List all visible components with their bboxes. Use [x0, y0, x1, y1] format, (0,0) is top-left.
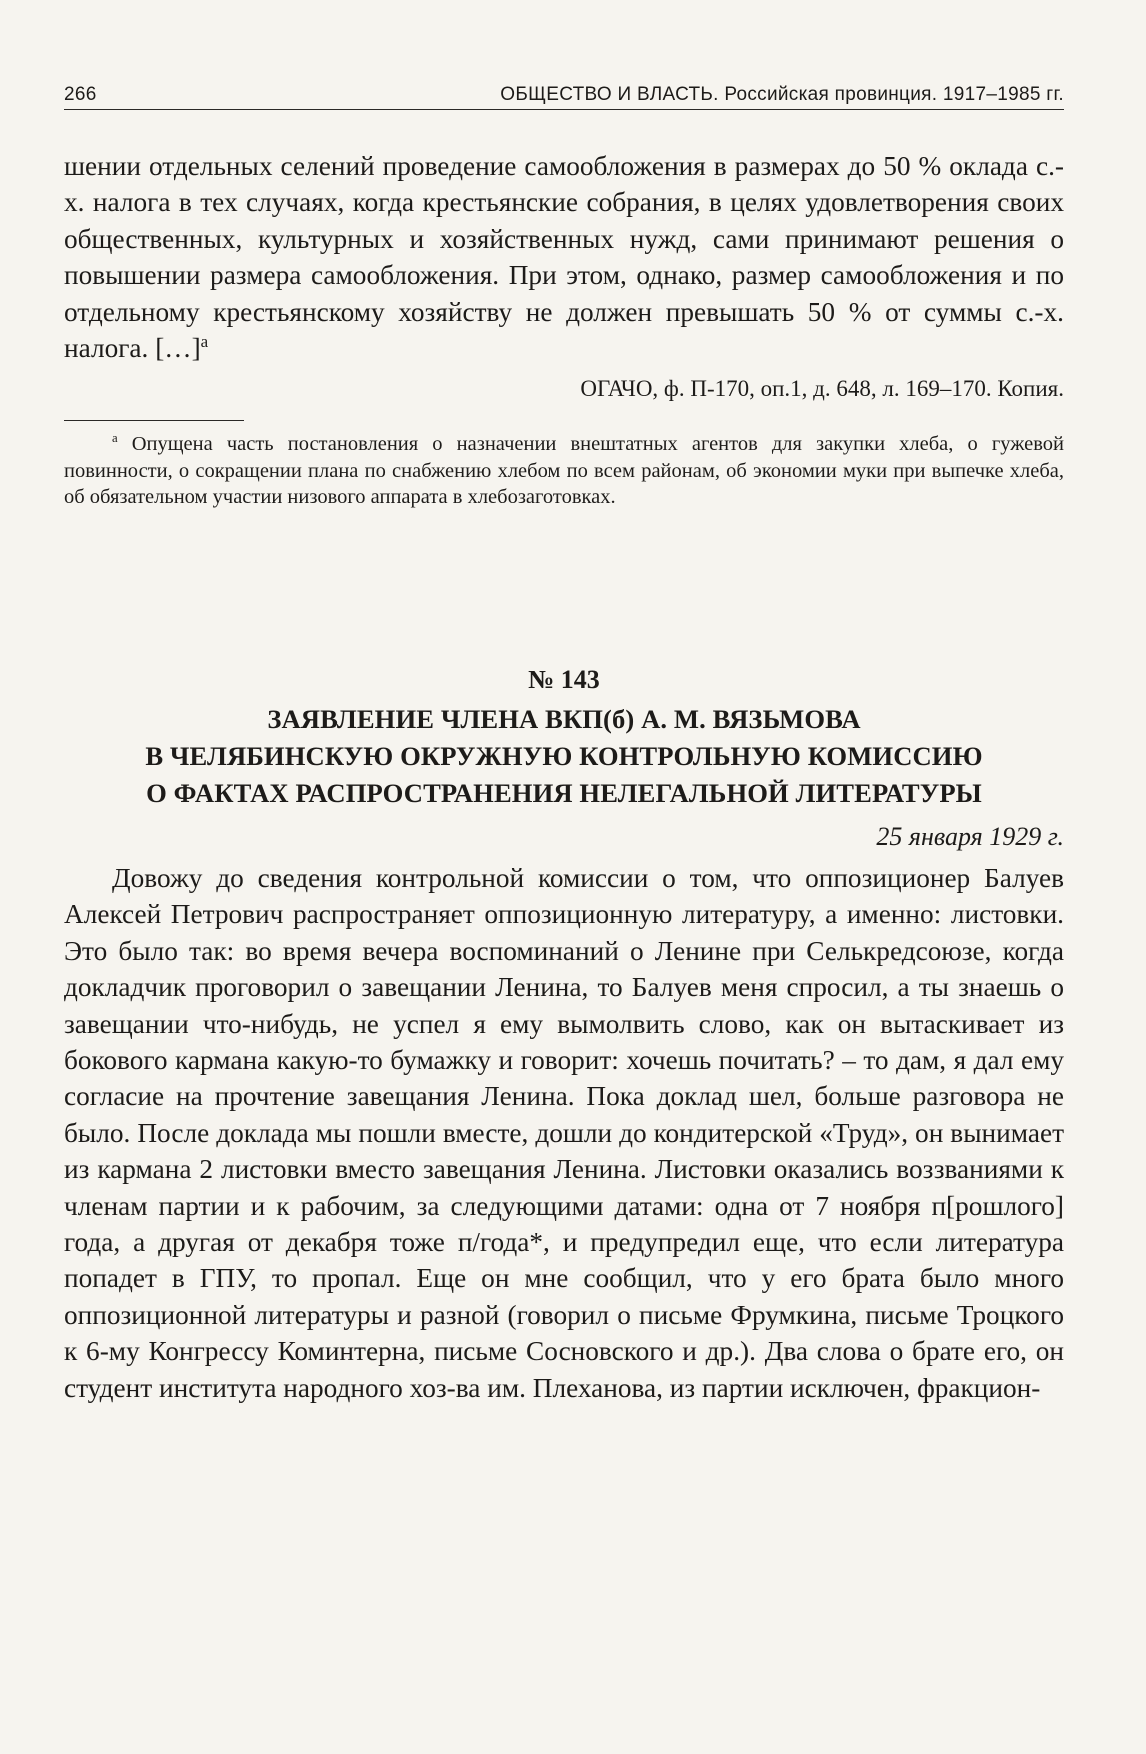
footnote-divider	[64, 420, 244, 421]
book-title: ОБЩЕСТВО И ВЛАСТЬ. Российская провинция. 1917–1985 гг.	[500, 84, 1064, 105]
document-body: Довожу до сведения контрольной комиссии о том, что оппозиционер Балуев Алексей Петрович распространяет оппозиционную литературу, а именно: листовки. Это было так: во время вечера воспоминаний о Ленине при Селькредсоюзе, когда докладчик проговорил о завещании Ленина, то Балуев меня спросил, а ты знаешь о завещании что-нибудь, не успел я ему вымолвить слово, как он вытаскивает из бокового кармана какую-то бумажку и говорит: хочешь почитать? – то дам, я дал ему согласие на прочтение завещания Ленина. Пока доклад шел, больше разговора не было. После доклада мы пошли вместе, дошли до кондитерской «Труд», он вынимает из кармана 2 листовки вместо завещания Ленина. Листовки оказались воззваниями к членам партии и к рабочим, за следующими датами: одна от 7 ноября п[рошлого] года, а другая от декабря тоже п/года*, и предупредил еще, что если литература попадет в ГПУ, то пропал. Еще он мне сообщил, что у его брата было много оппозиционной литературы и разной (говорил о письме Фрумкина, письме Троцкого к 6-му Конгрессу Коминтерна, письме Сосновского и др.). Два слова о брате его, он студент института народного хоз-ва им. Плеханова, из партии исключен, фракцион-	[64, 862, 1064, 1403]
footnote-text: Опущена часть постановления о назначении внештатных агентов для закупки хлеба, о гужевой повинности, о сокращении плана по снабжению хлебом по всем районам, об экономии муки при выпечке хлеба, об обязательном участии низового аппарата в хлебозаготовках.	[64, 433, 1064, 509]
continuation-paragraph	[64, 148, 1064, 366]
page-number: 266	[64, 84, 97, 105]
running-head	[64, 72, 1064, 110]
document-title-line: В ЧЕЛЯБИНСКУЮ ОКРУЖНУЮ КОНТРОЛЬНУЮ КОМИССИЮ	[145, 740, 983, 771]
document-date: 25 января 1929 г.	[876, 821, 1064, 851]
document-title-line: О ФАКТАХ РАСПРОСТРАНЕНИЯ НЕЛЕГАЛЬНОЙ ЛИТЕРАТУРЫ	[146, 777, 982, 808]
document-title-line: ЗАЯВЛЕНИЕ ЧЛЕНА ВКП(б) А. М. ВЯЗЬМОВА	[267, 703, 861, 734]
document-number: № 143	[528, 664, 600, 694]
footnote-marker: а	[112, 431, 118, 446]
document-title	[64, 701, 1064, 812]
continuation-text: шении отдельных селений проведение самообложения в размерах до 50 % оклада с.-х. налога в тех случаях, когда крестьянские собрания, в целях удовлетворения своих общественных, культурных и хозяйственных нужд, сами принимают решения о повышении размера самообложения. При этом, однако, размер самообложения и по отдельному крестьянскому хозяйству не должен превышать 50 % от суммы с.-х. налога. […]	[64, 151, 1064, 364]
page	[64, 72, 1064, 1406]
footnote-ref-marker: а	[200, 331, 209, 351]
source-citation: ОГАЧО, ф. П-170, оп.1, д. 648, л. 169–170. Копия.	[580, 376, 1064, 402]
footnote	[64, 431, 1064, 511]
